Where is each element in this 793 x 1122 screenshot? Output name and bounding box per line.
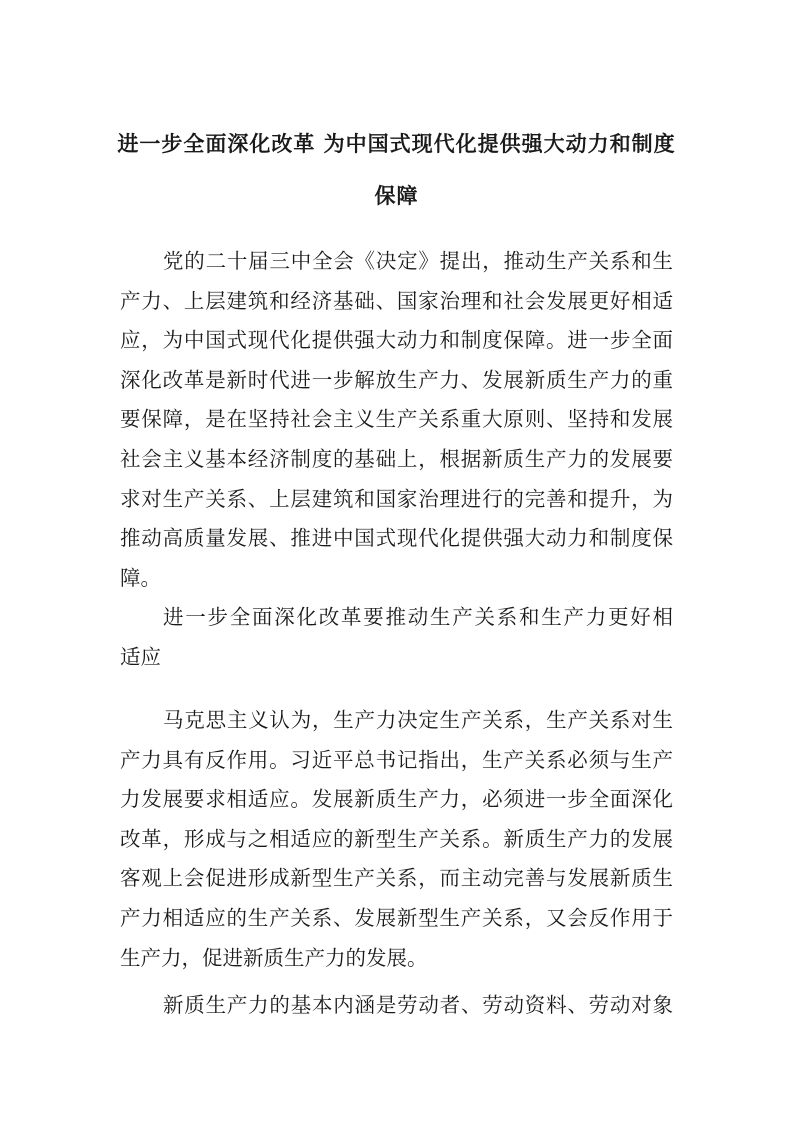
paragraph-line: 应，为中国式现代化提供强大动力和制度保障。进一步全面 xyxy=(120,328,673,353)
paragraph-line: 改革，形成与之相适应的新型生产关系。新质生产力的发展 xyxy=(120,826,673,851)
section-heading-line: 适应 xyxy=(120,644,161,669)
paragraph-line: 新质生产力的基本内涵是劳动者、劳动资料、劳动对象 xyxy=(163,993,673,1017)
paragraph-line: 力发展要求相适应。发展新质生产力，必须进一步全面深化 xyxy=(120,787,673,812)
paragraph-line: 生产力，促进新质生产力的发展。 xyxy=(120,945,428,970)
paragraph-line: 马克思主义认为，生产力决定生产关系，生产关系对生 xyxy=(163,708,673,732)
paragraph-line: 党的二十届三中全会《决定》提出，推动生产关系和生 xyxy=(163,249,673,273)
paragraph-3 xyxy=(120,986,673,1026)
paragraph-line: 产力、上层建筑和经济基础、国家治理和社会发展更好相适 xyxy=(120,288,673,313)
document-title-line-1: 进一步全面深化改革 为中国式现代化提供强大动力和制度 xyxy=(117,132,676,156)
paragraph-line: 社会主义基本经济制度的基础上，根据新质生产力的发展要 xyxy=(120,446,673,471)
paragraph-line: 求对生产关系、上层建筑和国家治理进行的完善和提升，为 xyxy=(120,486,673,511)
paragraph-line: 产力具有反作用。习近平总书记指出，生产关系必须与生产 xyxy=(120,747,673,772)
paragraph-line: 障。 xyxy=(120,565,161,590)
paragraph-line: 要保障，是在坚持社会主义生产关系重大原则、坚持和发展 xyxy=(120,407,673,432)
section-heading-line: 进一步全面深化改革要推动生产关系和生产力更好相 xyxy=(163,605,673,629)
paragraph-2 xyxy=(120,701,673,978)
paragraph-1 xyxy=(120,242,673,598)
paragraph-line: 深化改革是新时代进一步解放生产力、发展新质生产力的重 xyxy=(120,367,673,392)
paragraph-line: 推动高质量发展、推进中国式现代化提供强大动力和制度保 xyxy=(120,526,673,551)
paragraph-line: 产力相适应的生产关系、发展新型生产关系，又会反作用于 xyxy=(120,905,673,930)
paragraph-line: 客观上会促进形成新型生产关系，而主动完善与发展新质生 xyxy=(120,866,673,891)
section-heading xyxy=(120,598,673,677)
document-title-line-2: 保障 xyxy=(374,184,419,208)
